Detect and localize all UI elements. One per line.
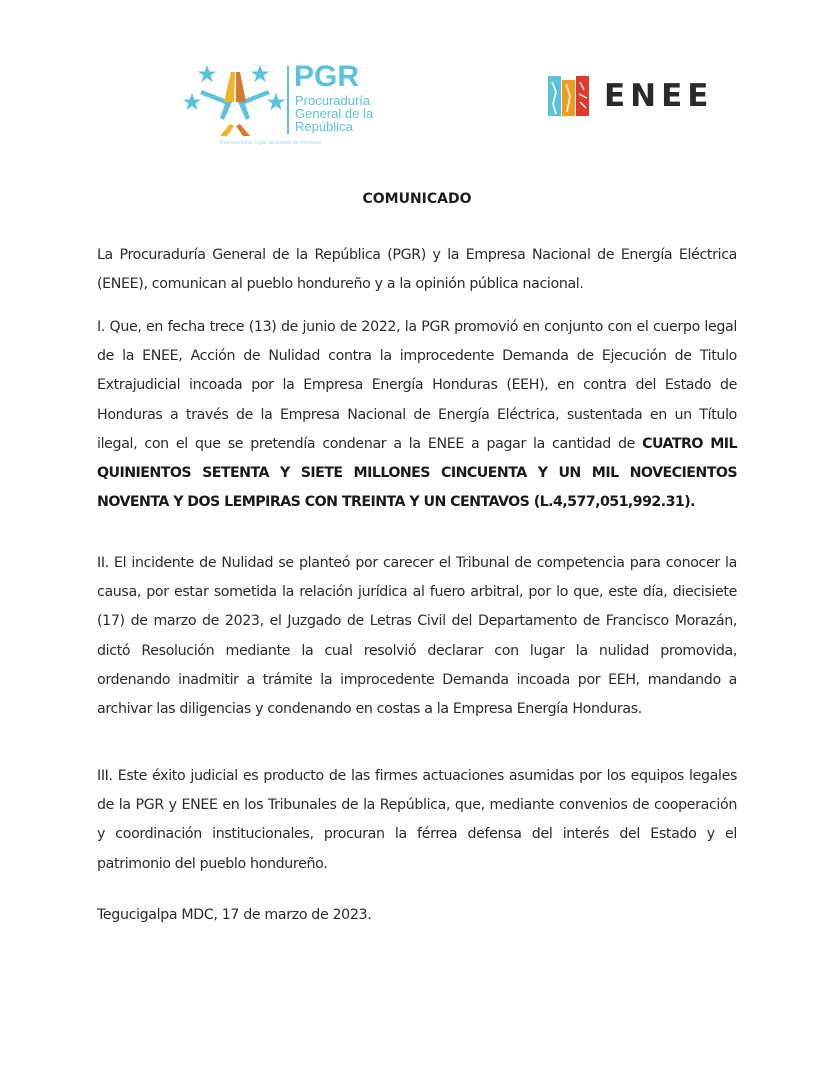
- enee-wordmark: ENEE: [604, 78, 714, 114]
- star-top-left: [198, 65, 216, 82]
- star-left: [183, 93, 201, 110]
- pgr-logo: [180, 60, 400, 155]
- section-1-amount: CUATRO MIL QUINIENTOS SETENTA Y SIETE MILLONES CINCUENTA Y UN MIL NOVECIENTOS NOVENTA Y DOS LEMPIRAS CON TREINTA Y UN CENTAVOS (L.4,577,051,992.31).: [97, 435, 737, 511]
- flame-gold: [224, 72, 235, 102]
- closing-date: Tegucigalpa MDC, 17 de marzo de 2023.: [97, 907, 372, 923]
- section-3-paragraph: III. Este éxito judicial es producto de las firmes actuaciones asumidas por los equipos legales de la PGR y ENEE en los Tribunales de la República, que, mediante convenios de cooperación y coordinación institucionales, procuran la férrea defensa del interés del Estado y el patrimonio del pueblo hondureño.: [97, 768, 737, 872]
- section-1-paragraph: [97, 313, 737, 517]
- pgr-tagline: Representante Legal del Estado de Honduras: [220, 140, 322, 146]
- star-top-right: [251, 65, 269, 82]
- pgr-divider: [287, 66, 289, 134]
- enee-emblem-icon: [546, 74, 592, 118]
- pgr-name-line: República: [295, 119, 353, 134]
- flame-orange: [236, 72, 246, 102]
- section-1-text: I. Que, en fecha trece (13) de junio de 2022, la PGR promovió en conjunto con el cuerpo legal de la ENEE, Acción de Nulidad contra la improcedente Demanda de Ejecución de Titulo Extrajudicial incoada por la Empresa Energía Honduras (EEH), en contra del Estado de Honduras a través de la Empresa Nacional de Energía Eléctrica, sustentada en un Título ilegal, con el que se pretendía condenar a la ENEE a pagar la cantidad de: [97, 319, 737, 452]
- pgr-name-line: General de la: [295, 106, 374, 121]
- pgr-name-line: Procuraduría: [295, 93, 371, 108]
- section-2-paragraph: II. El incidente de Nulidad se planteó por carecer el Tribunal de competencia para conocer la causa, por estar sometida la relación jurídica al fuero arbitral, por lo que, este día, diecisiete (17) de marzo de 2023, el Juzgado de Letras Civil del Departamento de Francisco Morazán, dictó Resolución mediante la cual resolvió declarar con lugar la nulidad promovida, ordenando inadmitir a trámite la improcedente Demanda incoada por EEH, mandando a archivar las diligencias y condenando en costas a la Empresa Energía Honduras.: [97, 555, 737, 718]
- intro-paragraph: La Procuraduría General de la República (PGR) y la Empresa Nacional de Energía Eléctrica (ENEE), comunican al pueblo hondureño y a la opinión pública nacional.: [97, 247, 737, 293]
- base-gold: [220, 124, 234, 136]
- pgr-full-name: [295, 94, 373, 133]
- star-right: [267, 93, 285, 110]
- pgr-acronym: PGR: [294, 60, 360, 93]
- pgr-star-emblem-icon: [180, 60, 290, 140]
- document-title: COMUNICADO: [362, 191, 472, 207]
- base-orange: [236, 124, 250, 136]
- enee-logo: [546, 74, 746, 118]
